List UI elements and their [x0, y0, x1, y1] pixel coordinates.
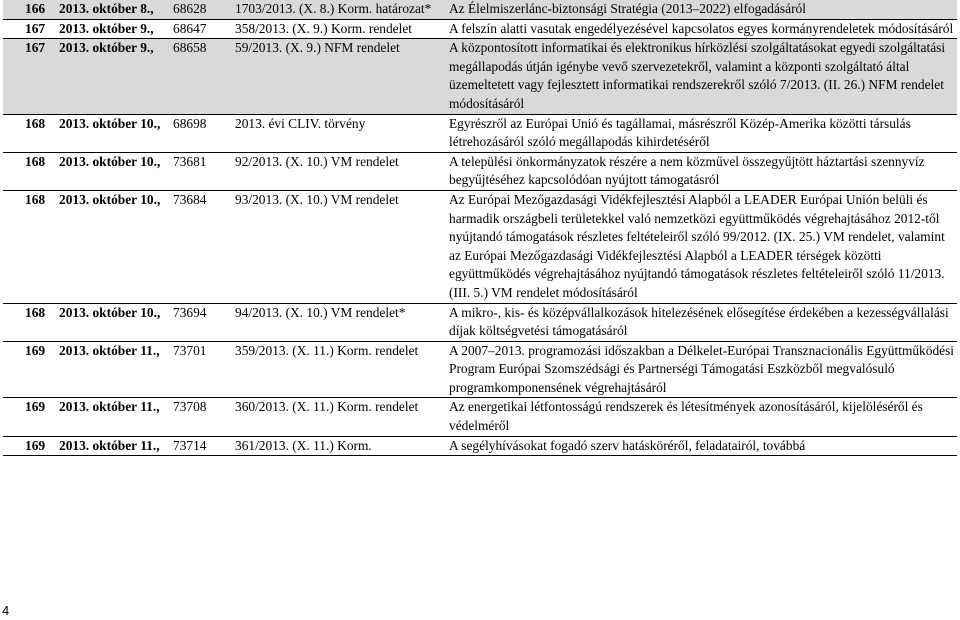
date-cell: 2013. október 10.,: [59, 191, 161, 207]
title-cell: Egyrészről az Európai Unió és tagállamai, másrészről Közép-Amerika közötti társulás létrehozásáról szóló megállapodás kihirdetéséről: [449, 115, 911, 150]
id-cell: 68628: [167, 0, 229, 19]
title-cell: A központosított informatikai és elektronikus hírközlési szolgáltatásokat egyedi szolgáltatási megállapodás útján igénybe vevő szervezetekről, valamint a központi szolgáltató által üzemeltetett vagy fejlesztett informatikai rendszerekről szóló 7/2013. (II. 26.) NFM rendelet módosításáról: [443, 39, 957, 114]
row-number-cell: 166: [3, 0, 53, 19]
table-row: [3, 398, 957, 436]
row-number-cell: 169: [25, 342, 46, 358]
page-number: 4: [2, 603, 10, 618]
reference-cell: 92/2013. (X. 10.) VM rendelet: [235, 153, 399, 169]
table-row: [3, 152, 957, 190]
title-cell: A mikro-, kis- és középvállalkozások hitelezésének elősegítése érdekében a kezességvállalási díjak költségvetési támogatásáról: [449, 304, 949, 339]
reference-cell: 358/2013. (X. 9.) Korm. rendelet: [235, 20, 413, 36]
date-cell: 2013. október 11.,: [59, 399, 160, 415]
date-cell: 2013. október 8.,: [53, 0, 167, 19]
id-cell: 68647: [173, 20, 207, 36]
date-cell: 2013. október 9.,: [53, 39, 167, 114]
id-cell: 73681: [173, 153, 207, 169]
table-row: [3, 303, 957, 341]
id-cell: 73694: [173, 304, 207, 320]
date-cell: 2013. október 11.,: [59, 437, 160, 453]
reference-cell: 361/2013. (X. 11.) Korm.: [235, 437, 372, 453]
row-number-cell: 169: [25, 437, 46, 453]
title-cell: A települési önkormányzatok részére a nem közművel összegyűjtött háztartási szennyvíz begyűjtéséhez kapcsolódóan nyújtott támogatásról: [449, 153, 925, 188]
id-cell: 73701: [173, 342, 207, 358]
row-number-cell: 168: [25, 153, 46, 169]
reference-cell: 1703/2013. (X. 8.) Korm. határozat*: [229, 0, 443, 19]
reference-cell: 93/2013. (X. 10.) VM rendelet: [235, 191, 399, 207]
row-number-cell: 168: [25, 191, 46, 207]
table-body: [3, 0, 957, 456]
reference-cell: 2013. évi CLIV. törvény: [235, 115, 366, 131]
reference-cell: 360/2013. (X. 11.) Korm. rendelet: [235, 399, 419, 415]
table-row: [3, 19, 957, 39]
table-row: [3, 0, 957, 19]
date-cell: 2013. október 10.,: [59, 304, 161, 320]
id-cell: 73684: [173, 191, 207, 207]
id-cell: 73714: [173, 437, 207, 453]
table-row: [3, 341, 957, 398]
row-number-cell: 169: [25, 399, 46, 415]
date-cell: 2013. október 10.,: [59, 115, 161, 131]
table-row: [3, 436, 957, 456]
title-cell: A 2007–2013. programozási időszakban a Délkelet-Európai Transznacionális Együttműködési Program Európai Szomszédsági és Partnerségi Támogatási Eszközből megvalósuló programkomponensének végrehajtásáról: [449, 342, 955, 395]
title-cell: Az Európai Mezőgazdasági Vidékfejlesztési Alapból a LEADER Európai Unión belüli és harmadik országbeli területekkel való nemzetközi együttműködés végrehajtásához 2012-től nyújtandó támogatások részletes feltételeiről szóló 99/2012. (IX. 25.) VM rendelet, valamint az Európai Mezőgazdasági Vidékfejlesztési Alapból a LEADER térségek közötti együttműködés végrehajtásához nyújtandó támogatások részletes feltételeiről szóló 11/2013. (III. 5.) VM rendelet módosításáról: [449, 191, 945, 300]
date-cell: 2013. október 9.,: [59, 20, 154, 36]
table-row: [3, 114, 957, 152]
row-number-cell: 168: [25, 304, 46, 320]
title-cell: A felszín alatti vasutak engedélyezésével kapcsolatos egyes kormányrendeletek módosításáról: [449, 20, 954, 36]
date-cell: 2013. október 10.,: [59, 153, 161, 169]
reference-cell: 59/2013. (X. 9.) NFM rendelet: [229, 39, 443, 114]
row-number-cell: 167: [25, 20, 46, 36]
title-cell: A segélyhívásokat fogadó szerv hatásköréről, feladatairól, továbbá: [449, 437, 806, 453]
reference-cell: 359/2013. (X. 11.) Korm. rendelet: [235, 342, 419, 358]
table-row: [3, 190, 957, 303]
id-cell: 68698: [173, 115, 207, 131]
row-number-cell: 168: [25, 115, 46, 131]
title-cell: Az energetikai létfontosságú rendszerek és létesítmények azonosításáról, kijelöléséről és védelméről: [449, 399, 923, 434]
id-cell: 73708: [173, 399, 207, 415]
table-row: [3, 39, 957, 114]
legislation-table: [3, 0, 957, 456]
id-cell: 68658: [167, 39, 229, 114]
title-cell: Az Élelmiszerlánc-biztonsági Stratégia (2013–2022) elfogadásáról: [443, 0, 957, 19]
reference-cell: 94/2013. (X. 10.) VM rendelet*: [235, 304, 406, 320]
date-cell: 2013. október 11.,: [59, 342, 160, 358]
row-number-cell: 167: [3, 39, 53, 114]
